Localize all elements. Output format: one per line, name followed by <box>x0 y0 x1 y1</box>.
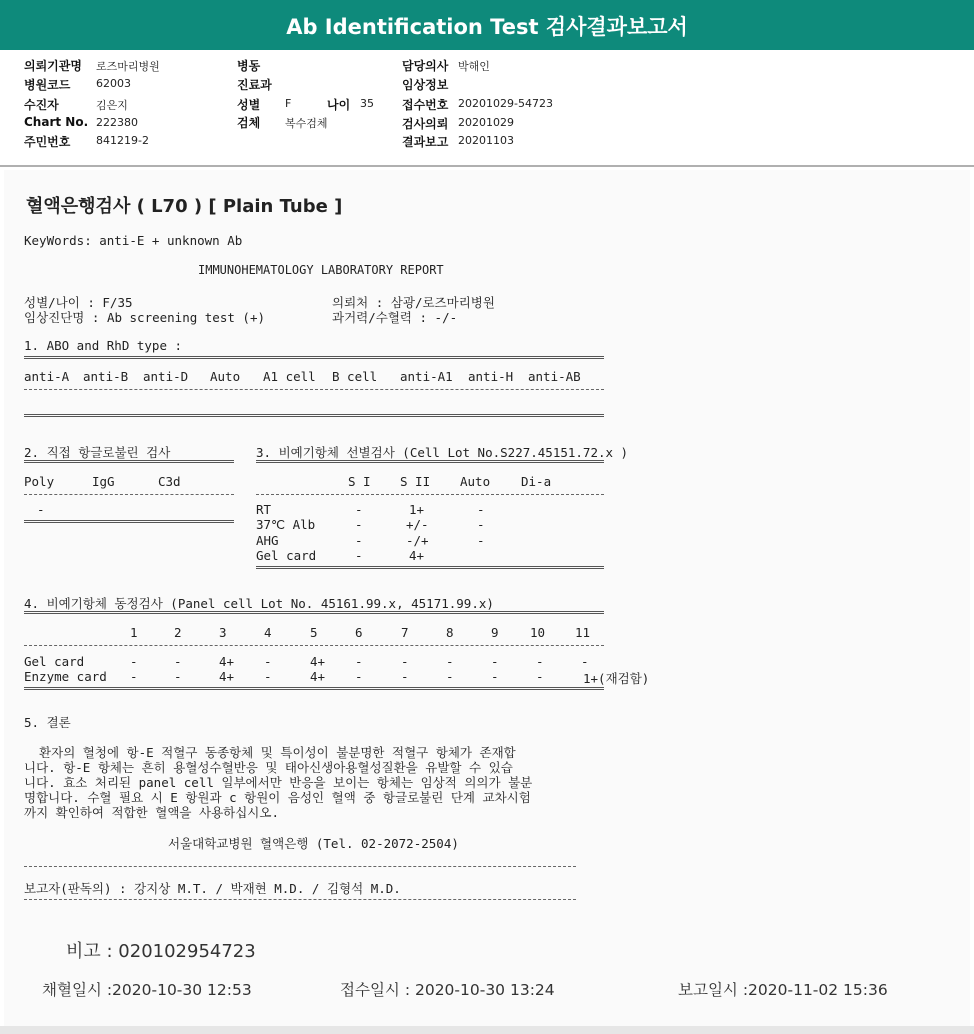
report-date-value: 20201103 <box>458 134 514 147</box>
screening-cell: - <box>477 533 485 548</box>
panel-header-8: 8 <box>446 625 454 640</box>
dat-header-igg: IgG <box>92 474 115 489</box>
panel-cell: - <box>355 669 363 684</box>
screening-row-name: Gel card <box>256 548 317 563</box>
screening-cell: - <box>477 517 485 532</box>
dat-rule-bottom <box>24 520 234 523</box>
age-label: 나이 <box>327 98 351 112</box>
screening-header-s2: S II <box>400 474 431 489</box>
screening-section-title: 3. 비예기항체 선별검사 (Cell Lot No.S227.45151.72.x ) <box>256 445 629 460</box>
hospital-name-label: 의뢰기관명 <box>24 59 82 73</box>
conclusion-line: 명합니다. 수혈 필요 시 E 항원과 c 항원이 음성인 혈액 중 항글로불린 단계 교차시험 <box>24 790 531 805</box>
panel-cell: - <box>130 654 138 669</box>
lab-report-heading: IMMUNOHEMATOLOGY LABORATORY REPORT <box>198 263 444 277</box>
reception-no-label: 접수번호 <box>402 98 449 112</box>
reception-no-value: 20201029-54723 <box>458 97 553 110</box>
panel-header-11: 11 <box>575 625 591 640</box>
ward-label: 병동 <box>237 59 261 73</box>
conclusion-line: 니다. 항-E 항체는 흔히 용혈성수혈반응 및 태아신생아용혈성질환을 유발할 수 있습 <box>24 760 513 775</box>
panel-cell: - <box>446 654 454 669</box>
resident-no-label: 주민번호 <box>24 135 71 149</box>
request-date-label: 검사의뢰 <box>402 117 449 131</box>
panel-header-9: 9 <box>491 625 499 640</box>
screening-cell: - <box>477 502 485 517</box>
abo-rule-bottom <box>24 414 604 417</box>
screening-cell: +/- <box>406 517 429 532</box>
panel-header-4: 4 <box>264 625 272 640</box>
conclusion-line: 환자의 혈청에 항-E 적혈구 동종항체 및 특이성이 불분명한 적혈구 항체가 존재합 <box>24 745 516 760</box>
screening-header-s1: S I <box>348 474 371 489</box>
screening-cell: 4+ <box>409 548 425 563</box>
hospital-code-label: 병원코드 <box>24 78 71 92</box>
dat-value-poly: - <box>37 502 45 517</box>
patient-name-label: 수진자 <box>24 98 59 112</box>
bottom-bar <box>0 1026 974 1034</box>
reporter-rule-top <box>24 866 576 867</box>
panel-header-5: 5 <box>310 625 318 640</box>
sex-age: 성별/나이 : F/35 <box>24 295 133 310</box>
panel-cell: 4+ <box>219 669 235 684</box>
screening-rule-mid <box>256 494 604 495</box>
reporter: 보고자(판독의) : 강지상 M.T. / 박재현 M.D. / 김형석 M.D. <box>24 881 401 896</box>
abo-header-auto: Auto <box>210 369 241 384</box>
panel-section-title: 4. 비예기항체 동정검사 (Panel cell Lot No. 45161.99.x, 45171.99.x) <box>24 596 494 611</box>
specimen-label: 검체 <box>237 116 261 130</box>
conclusion-line: 니다. 효소 처리된 panel cell 일부에서만 반응을 보이는 항체는 임상적 의의가 불분 <box>24 775 533 790</box>
panel-header-6: 6 <box>355 625 363 640</box>
panel-cell: - <box>130 669 138 684</box>
screening-row-name: 37℃ Alb <box>256 517 316 532</box>
panel-cell: - <box>401 654 409 669</box>
remark: 비고 : 020102954723 <box>66 941 256 962</box>
report-date-label: 결과보고 <box>402 135 449 149</box>
screening-header-auto: Auto <box>460 474 491 489</box>
screening-rule-top <box>256 460 604 463</box>
screening-row-name: RT <box>256 502 272 517</box>
transfusion-history: 과거력/수혈력 : -/- <box>332 310 458 325</box>
screening-row-name: AHG <box>256 533 279 548</box>
reported-time: 보고일시 :2020-11-02 15:36 <box>678 981 888 999</box>
hospital-contact: 서울대학교병원 혈액은행 (Tel. 02-2072-2504) <box>168 836 459 851</box>
reporter-rule-bottom <box>24 899 576 900</box>
header-divider <box>0 165 974 167</box>
dat-rule-mid <box>24 494 234 495</box>
abo-header-anti-a1: anti-A1 <box>400 369 453 384</box>
chart-no-value: 222380 <box>96 116 138 129</box>
screening-cell: - <box>355 517 363 532</box>
screening-cell: - <box>355 502 363 517</box>
chart-no-label: Chart No. <box>24 115 89 129</box>
doctor-value: 박해인 <box>458 60 490 73</box>
panel-cell: 1+(재검함) <box>583 671 650 686</box>
report-title: 혈액은행검사 ( L70 ) [ Plain Tube ] <box>26 196 343 217</box>
clinical-info-label: 임상정보 <box>402 78 449 92</box>
panel-rule-bottom <box>24 687 604 690</box>
screening-rule-bottom <box>256 566 604 569</box>
hospital-name-value: 로즈마리병원 <box>96 60 160 73</box>
panel-cell: - <box>446 669 454 684</box>
panel-cell: - <box>264 669 272 684</box>
panel-cell: - <box>264 654 272 669</box>
sex-value: F <box>285 97 292 110</box>
screening-cell: -/+ <box>406 533 429 548</box>
keywords: KeyWords: anti-E + unknown Ab <box>24 233 243 248</box>
panel-cell: 4+ <box>310 654 326 669</box>
dat-section-title: 2. 직접 항글로불린 검사 <box>24 445 171 460</box>
abo-header-anti-h: anti-H <box>468 369 514 384</box>
panel-cell: 4+ <box>310 669 326 684</box>
panel-rule-mid <box>24 645 604 646</box>
clinical-diagnosis: 임상진단명 : Ab screening test (+) <box>24 310 265 325</box>
abo-header-anti-d: anti-D <box>143 369 189 384</box>
specimen-value: 복수검체 <box>285 117 328 130</box>
screening-cell: 1+ <box>409 502 425 517</box>
screening-cell: - <box>355 533 363 548</box>
request-date-value: 20201029 <box>458 116 514 129</box>
panel-rule-top <box>24 611 604 614</box>
conclusion-title: 5. 결론 <box>24 715 71 730</box>
panel-cell: - <box>491 654 499 669</box>
panel-header-1: 1 <box>130 625 138 640</box>
abo-header-anti-b: anti-B <box>83 369 129 384</box>
panel-cell: - <box>581 654 589 669</box>
dat-rule-top <box>24 460 234 463</box>
dat-header-c3d: C3d <box>158 474 181 489</box>
panel-cell: 4+ <box>219 654 235 669</box>
panel-cell: - <box>355 654 363 669</box>
age-value: 35 <box>360 97 374 110</box>
screening-header-dia: Di-a <box>521 474 552 489</box>
panel-cell: - <box>536 654 544 669</box>
panel-header-10: 10 <box>530 625 546 640</box>
resident-no-value: 841219-2 <box>96 134 149 147</box>
patient-name-value: 김은지 <box>96 99 128 112</box>
hospital-code-value: 62003 <box>96 77 131 90</box>
abo-rule-top <box>24 356 604 359</box>
conclusion-line: 까지 확인하여 적합한 혈액을 사용하십시오. <box>24 805 279 820</box>
panel-cell: - <box>174 669 182 684</box>
abo-header-anti-ab: anti-AB <box>528 369 581 384</box>
collected-time: 채혈일시 :2020-10-30 12:53 <box>42 981 252 999</box>
panel-cell: - <box>491 669 499 684</box>
received-time: 접수일시 : 2020-10-30 13:24 <box>340 981 555 999</box>
screening-cell: - <box>355 548 363 563</box>
panel-row-name: Enzyme card <box>24 669 107 684</box>
panel-cell: - <box>401 669 409 684</box>
panel-row-name: Gel card <box>24 654 85 669</box>
panel-cell: - <box>174 654 182 669</box>
report-banner: Ab Identification Test 검사결과보고서 <box>0 0 974 50</box>
panel-header-3: 3 <box>219 625 227 640</box>
abo-header-a1-cell: A1 cell <box>263 369 316 384</box>
panel-header-7: 7 <box>401 625 409 640</box>
abo-section-title: 1. ABO and RhD type : <box>24 338 183 353</box>
panel-header-2: 2 <box>174 625 182 640</box>
requester: 의뢰처 : 삼광/로즈마리병원 <box>332 295 495 310</box>
header-info <box>0 50 974 165</box>
dat-header-poly: Poly <box>24 474 55 489</box>
abo-header-anti-a: anti-A <box>24 369 70 384</box>
abo-header-b-cell: B cell <box>332 369 378 384</box>
panel-cell: - <box>536 669 544 684</box>
sex-label: 성별 <box>237 98 261 112</box>
abo-rule-mid <box>24 389 604 390</box>
department-label: 진료과 <box>237 78 272 92</box>
doctor-label: 담당의사 <box>402 59 449 73</box>
